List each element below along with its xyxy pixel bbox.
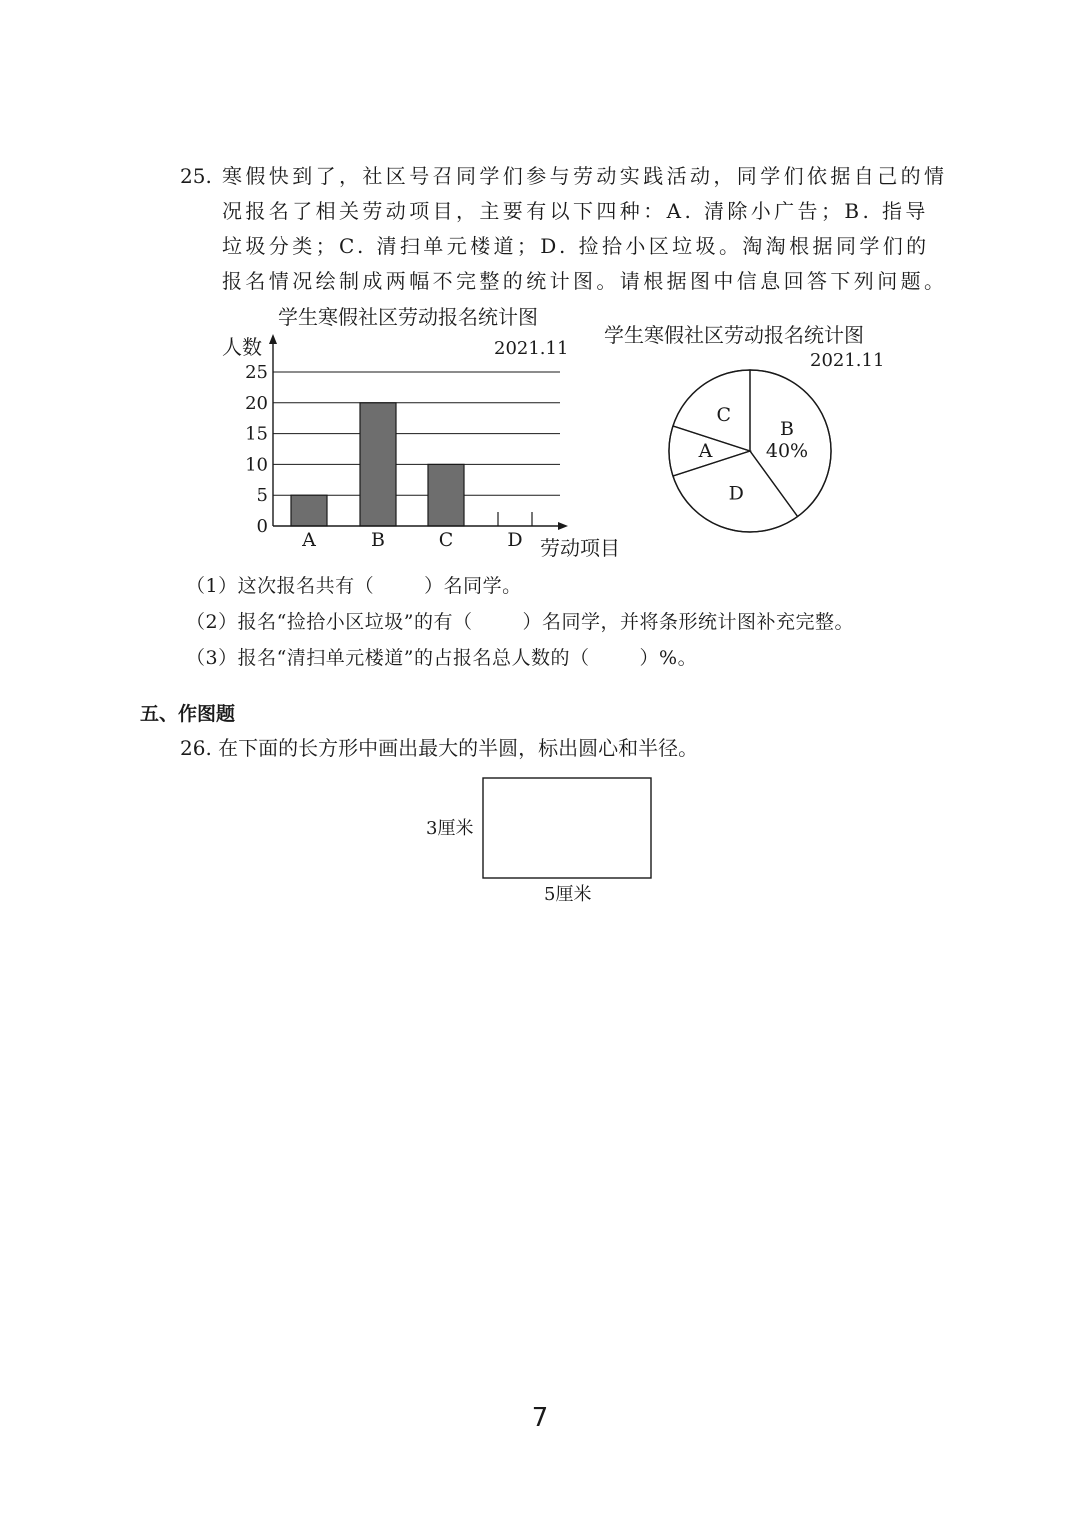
x-axis-arrow bbox=[558, 522, 568, 530]
bar-chart bbox=[210, 300, 630, 560]
pie-label-B: B bbox=[779, 417, 794, 440]
y-tick-label: 0 bbox=[256, 516, 268, 537]
rectangle-figure bbox=[420, 770, 670, 910]
pie-value-B: 40% bbox=[765, 439, 809, 462]
q25-sub-1 bbox=[186, 572, 522, 600]
x-tick-labels bbox=[301, 529, 522, 551]
q25-line-3: 垃圾分类；C. 清扫单元楼道；D. 捡拾小区垃圾。淘淘根据同学们的 bbox=[222, 234, 930, 258]
y-tick-label: 25 bbox=[245, 362, 268, 383]
y-tick-label: 5 bbox=[256, 485, 268, 507]
x-tick-label-C: C bbox=[438, 529, 454, 551]
bar-grid bbox=[273, 372, 560, 495]
rect-height-label: 3厘米 bbox=[426, 818, 474, 839]
y-tick-labels bbox=[245, 362, 268, 537]
sub-2-after: ）名同学，并将条形统计图补充完整。 bbox=[522, 611, 855, 633]
y-axis-arrow bbox=[269, 334, 277, 344]
sub-3-before: （3）报名“清扫单元楼道”的占报名总人数的（ bbox=[186, 647, 590, 669]
sub-1-after: ）名同学。 bbox=[424, 575, 522, 597]
x-tick-label-B: B bbox=[371, 529, 385, 551]
y-tick-label: 20 bbox=[245, 392, 268, 414]
x-axis-label: 劳动项目 bbox=[540, 536, 620, 560]
pie-chart-date: 2021.11 bbox=[810, 350, 885, 371]
x-tick-label-D: D bbox=[507, 529, 523, 551]
drawing-rectangle[interactable] bbox=[483, 778, 651, 878]
rect-width-label: 5厘米 bbox=[544, 884, 592, 905]
page-number: 7 bbox=[531, 1403, 549, 1433]
q25-number: 25. bbox=[180, 164, 212, 188]
y-tick-label: 15 bbox=[245, 423, 268, 445]
pie-label-D: D bbox=[728, 482, 744, 505]
q25-line-4: 报名情况绘制成两幅不完整的统计图。请根据图中信息回答下列问题。 bbox=[222, 269, 948, 293]
bar-C bbox=[428, 464, 464, 526]
bar-chart-date: 2021.11 bbox=[494, 338, 569, 359]
sub-3-after: ）%。 bbox=[639, 647, 698, 669]
pie-label-A: A bbox=[698, 440, 713, 462]
section-5-heading: 五、作图题 bbox=[140, 703, 236, 725]
q25-sub-3 bbox=[186, 644, 697, 672]
q26-text: 26. 在下面的长方形中画出最大的半圆，标出圆心和半径。 bbox=[180, 736, 699, 760]
sub-2-before: （2）报名“捡拾小区垃圾”的有（ bbox=[186, 611, 473, 633]
y-axis-label: 人数 bbox=[222, 335, 262, 359]
q25-sub-2 bbox=[186, 608, 854, 636]
q25-line-2: 况报名了相关劳动项目，主要有以下四种：A. 清除小广告；B. 指导 bbox=[222, 199, 929, 223]
pie-label-C: C bbox=[716, 403, 732, 426]
pie-chart bbox=[600, 318, 900, 548]
y-tick-label: 10 bbox=[245, 454, 268, 476]
q25-line-1: 寒假快到了，社区号召同学们参与劳动实践活动，同学们依据自己的情 bbox=[222, 164, 948, 188]
bar-chart-title: 学生寒假社区劳动报名统计图 bbox=[278, 305, 538, 329]
x-tick-label-A: A bbox=[302, 529, 316, 551]
pie-chart-title: 学生寒假社区劳动报名统计图 bbox=[604, 323, 864, 347]
bar-A bbox=[291, 495, 327, 526]
bar-B bbox=[360, 403, 396, 526]
sub-1-before: （1）这次报名共有（ bbox=[186, 575, 375, 597]
